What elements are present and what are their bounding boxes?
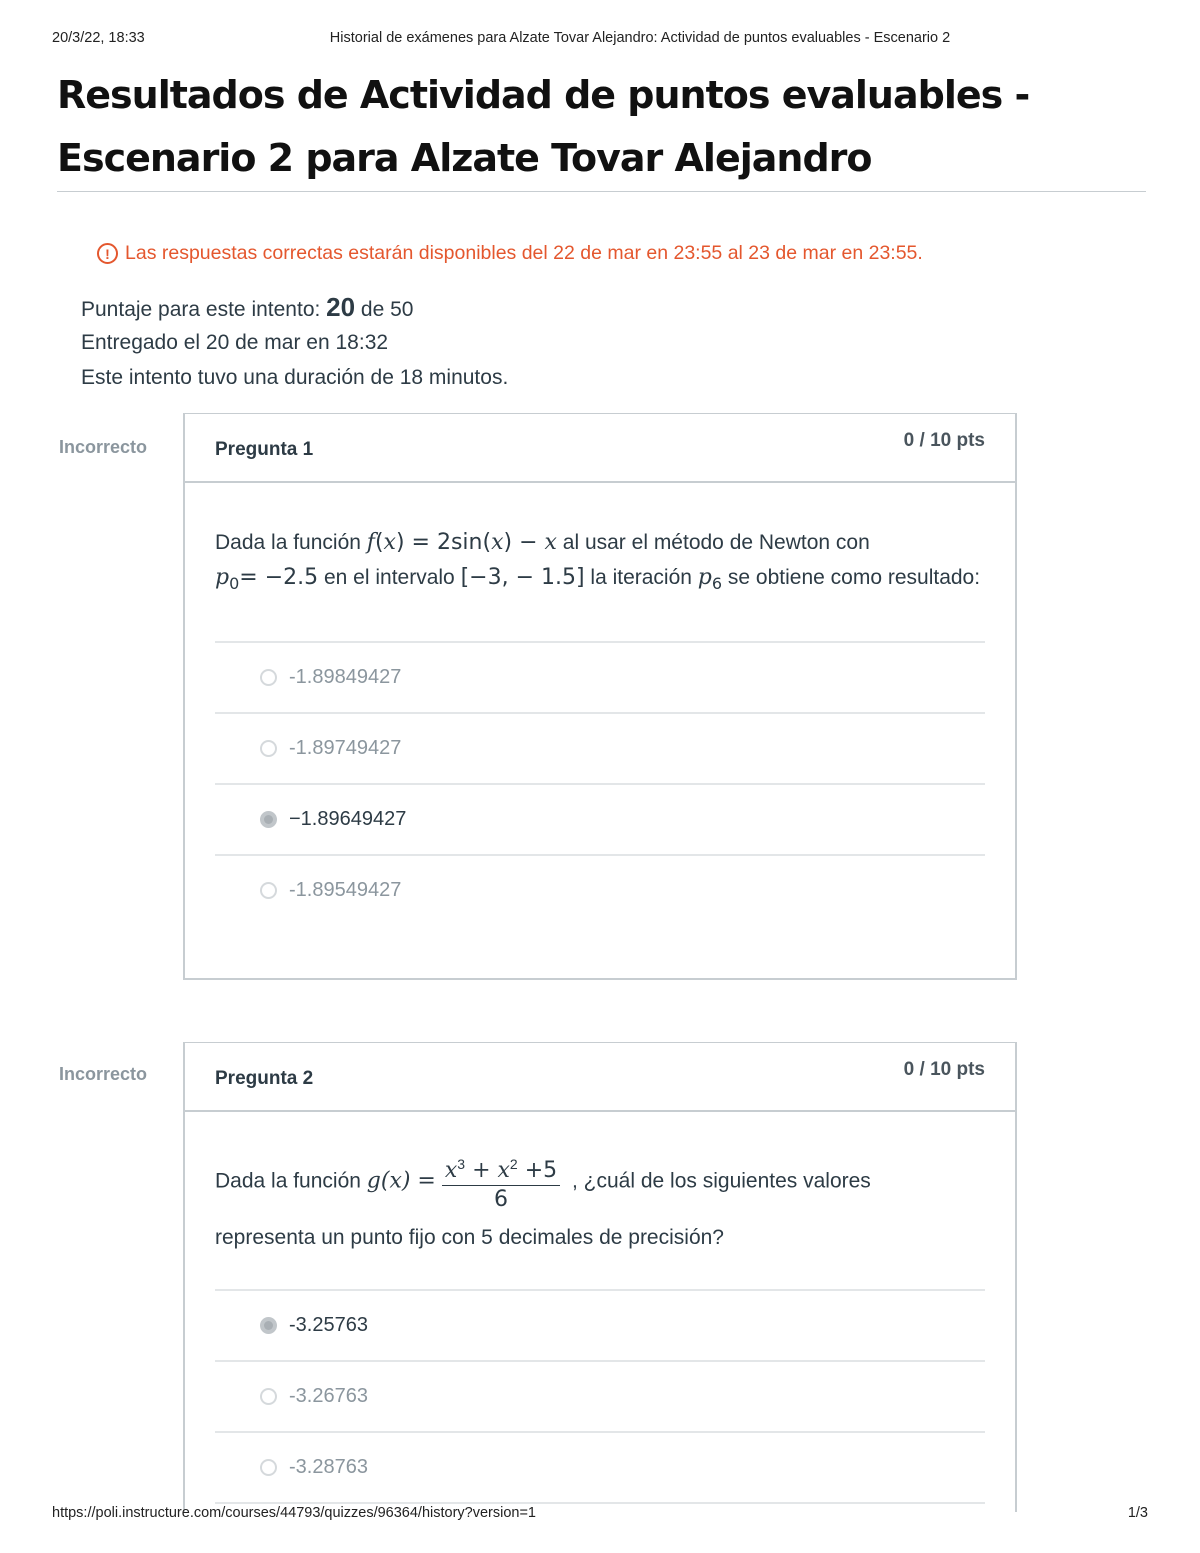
question-2-text: Dada la función g(x) = $\frac{x^3 + x^2 +5}{6}$ , ¿cuál de los siguientes valores representa un punto fijo con 5 decimales de precisión?	[215, 1112, 985, 1289]
score-label: Puntaje para este intento:	[81, 298, 327, 321]
answer-option-selected[interactable]: −1.89649427	[215, 785, 985, 856]
question-1-status: Incorrecto	[59, 437, 148, 457]
page-title-line1: Resultados de Actividad de puntos evaluables -	[57, 73, 1030, 117]
duration-line: Este intento tuvo una duración de 18 minutos.	[81, 366, 509, 389]
score-value: 20	[326, 292, 356, 322]
answers-availability-notice	[97, 242, 923, 265]
print-header	[52, 30, 1148, 50]
question-2-body	[185, 1112, 1015, 1504]
print-title: Historial de exámenes para Alzate Tovar Alejandro: Actividad de puntos evaluables - Escenario 2	[329, 30, 951, 46]
notice-text: Las respuestas correctas estarán disponibles del 22 de mar en 23:55 al 23 de mar en 23:55.	[125, 242, 923, 264]
attempt-summary	[81, 292, 508, 399]
question-1-answers	[215, 641, 985, 925]
radio-button-selected[interactable]	[260, 811, 277, 828]
page-url: https://poli.instructure.com/courses/44793/quizzes/96364/history?version=1	[52, 1505, 537, 1521]
title-divider	[57, 191, 1146, 192]
radio-button[interactable]	[260, 1459, 277, 1476]
score-total: de 50	[355, 298, 414, 321]
print-date: 20/3/22, 18:33	[52, 30, 145, 46]
page-number: 1/3	[1127, 1505, 1148, 1521]
answer-option-selected[interactable]: -3.25763	[215, 1291, 985, 1362]
question-1-text: Dada la función f(x) = 2sin(x) − x al usar el método de Newton con $p_0= -2.5$ en el intervalo [−3, − 1.5] la iteración $p_6$ se obtiene como resultado:	[215, 530, 981, 594]
page-title	[57, 64, 1137, 190]
score-line	[81, 292, 508, 328]
question-1-card	[183, 413, 1017, 980]
submitted-line: Entregado el 20 de mar en 18:32	[81, 330, 389, 354]
radio-button[interactable]	[260, 669, 277, 686]
question-1-body	[185, 483, 1015, 925]
answer-option[interactable]: -1.89549427	[215, 856, 985, 925]
radio-button[interactable]	[260, 1388, 277, 1405]
question-2-header	[185, 1043, 1015, 1112]
answer-option[interactable]: -3.28763	[215, 1433, 985, 1504]
warning-icon: !	[97, 243, 118, 264]
question-2-status: Incorrecto	[59, 1064, 148, 1084]
question-1-header	[185, 414, 1015, 483]
question-1-title: Pregunta 1	[215, 439, 314, 460]
answer-option[interactable]: -3.26763	[215, 1362, 985, 1433]
radio-button[interactable]	[260, 740, 277, 757]
page-title-line2: Escenario 2 para Alzate Tovar Alejandro	[57, 136, 872, 180]
fraction: $\frac{x^3 + x^2 +5}{6}$	[442, 1150, 560, 1214]
question-2-answers	[215, 1289, 985, 1504]
question-2-card	[183, 1042, 1017, 1512]
question-2-title: Pregunta 2	[215, 1068, 314, 1089]
question-1-points: 0 / 10 pts	[903, 430, 985, 451]
question-2-points: 0 / 10 pts	[903, 1059, 985, 1080]
answer-option[interactable]: -1.89849427	[215, 643, 985, 714]
radio-button[interactable]	[260, 882, 277, 899]
answer-option[interactable]: -1.89749427	[215, 714, 985, 785]
radio-button-selected[interactable]	[260, 1317, 277, 1334]
